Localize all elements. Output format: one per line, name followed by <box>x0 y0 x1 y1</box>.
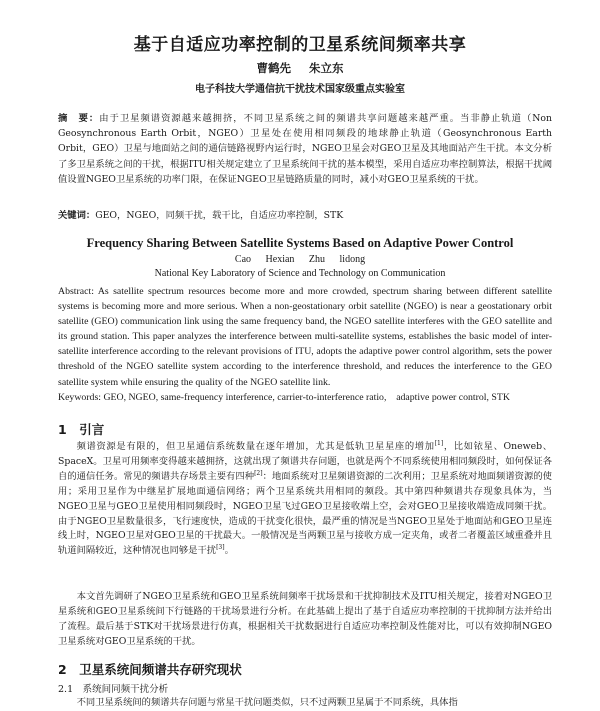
chinese-title: 基于自适应功率控制的卫星系统间频率共享 <box>133 35 467 55</box>
english-title: Frequency Sharing Between Satellite Systems Based on Adaptive Power Control <box>86 236 514 250</box>
citation-ref-1: [1] <box>434 439 444 447</box>
subsection-heading-2-1: 2.1 系统间同频干扰分析 <box>58 684 169 695</box>
english-keywords <box>58 390 552 405</box>
chinese-affiliation: 电子科技大学通信抗干扰技术国家级重点实验室 <box>195 84 405 95</box>
chinese-authors: 曹鹤先 朱立东 <box>256 61 344 75</box>
english-abstract-text: As satellite spectrum resources become more and more crowded, spectrum sharing between different satellite systems is becoming more and more serious. When a non-geostationary orbit satellite (NGEO) is near a geostationary orbit satellite (GEO) communication link using the same frequency band, the NGEO satellite interferes with the GEO satellite and its ground station. This paper analyzes the interference between multi-satellite systems, establishes the basic model of inter-satellite interference according to the relevant provisions of ITU, adopts the adaptive power control algorithm, sets the power threshold of the NGEO satellite system according to the interference threshold, and reduces the interference to the GEO satellite system while ensuring the quality of the NGEO satellite link. <box>58 286 552 388</box>
intro-paragraph-2: 本文首先调研了NGEO卫星系统和GEO卫星系统间频率干扰场景和干扰抑制技术及ITU相关规定，接着对NGEO卫星系统和GEO卫星系统间下行链路的干扰场景进行分析。在此基础上提出了基于自适应功率控制的干扰抑制方法并给出了流程。最后基于STK对干扰场景进行仿真，根据相关干扰数据进行自适应功率控制及性能对比，可以有效抑制NGEO卫星系统对GEO卫星系统的干扰。 <box>58 591 552 647</box>
english-authors: Cao Hexian Zhu lidong <box>234 254 366 265</box>
chinese-keywords-label: 关键词： <box>58 210 96 221</box>
english-affiliation: National Key Laboratory of Science and Technology on Communication <box>154 268 446 279</box>
section-2-1-paragraph: 不同卫星系统间的频谱共存问题与常星干扰问题类似，只不过两颗卫星属于不同系统，具体指 <box>76 697 458 708</box>
english-abstract <box>58 284 552 390</box>
intro-paragraph-1 <box>58 440 552 559</box>
english-abstract-label: Abstract: <box>58 286 94 297</box>
citation-ref-3: [3] <box>216 544 225 552</box>
chinese-keywords <box>58 208 552 223</box>
english-keywords-text: GEO, NGEO, same-frequency interference, carrier-to-interference ratio, adaptive power control, STK <box>103 392 510 403</box>
intro-p1-part-c: ：地面系统对卫星频谱资源的二次利用；卫星系统对地面频谱资源的使用；采用卫星作为中继星扩展地面通信网络；两个卫星系统共用相同的频段。其中第四种频谱共存现象具体为，当NGEO卫星与GEO卫星使用相同频段时，NGEO卫星飞过GEO卫星接收端上空，会对GEO卫星接收端造成同频干扰。由于NGEO卫星数量很多，飞行速度快，造成的干扰变化很快，最严重的情况是当NGEO卫星处于地面站和GEO卫星连线上时，NGEO卫星对GEO卫星的干扰最大。一般情况是当两颗卫星与接收方成一定夹角，或者二者覆盖区域重叠并且轨道间隔较近，这种情况也同够是干扰 <box>58 470 552 557</box>
section-heading-2: 2 卫星系统间频谱共存研究现状 <box>58 662 242 677</box>
citation-ref-2: [2] <box>254 469 263 477</box>
intro-p1-part-a: 频谱资源是有限的，但卫星通信系统数量在逐年增加，尤其是低轨卫星星座的增加 <box>76 441 435 452</box>
intro-p1-part-d: 。 <box>224 545 234 557</box>
chinese-keywords-text: GEO，NGEO，同频干扰，载干比，自适应功率控制，STK <box>95 210 344 221</box>
chinese-abstract-label: 摘 要： <box>58 113 100 124</box>
chinese-abstract <box>58 111 552 187</box>
chinese-abstract-text: 由于卫星频谱资源越来越拥挤，不同卫星系统之间的频谱共享问题越来越严重。当非静止轨道（Non Geosynchronous Earth Orbit，NGEO）卫星处在使用相同频段的地球静止轨道（Geosynchronous Earth Orbit，GEO）卫星与地面站之间的通信链路视野内运行时，NGEO卫星会对GEO卫星及其地面站产生干扰。本文分析了多卫星系统之间的干扰，根据ITU相关规定建立了卫星系统间干扰的基本模型，采用自适应功率控制算法，根据干扰阈值设置NGEO卫星系统的功率门限，在保证NGEO卫星链路质量的同时，减小对GEO卫星系统的干扰。 <box>58 113 552 185</box>
section-heading-introduction: 1 引言 <box>58 422 105 437</box>
intro-p1-part-b: ，比如铱星、Oneweb、SpaceX。卫星可用频率变得越来越拥挤，这就出现了频谱共存问题，也就是两个不同系统使用相同频段时，如何保证各自的通信任务。常见的频谱共存场景主要有四种 <box>58 441 552 482</box>
english-keywords-label: Keywords: <box>58 392 101 403</box>
